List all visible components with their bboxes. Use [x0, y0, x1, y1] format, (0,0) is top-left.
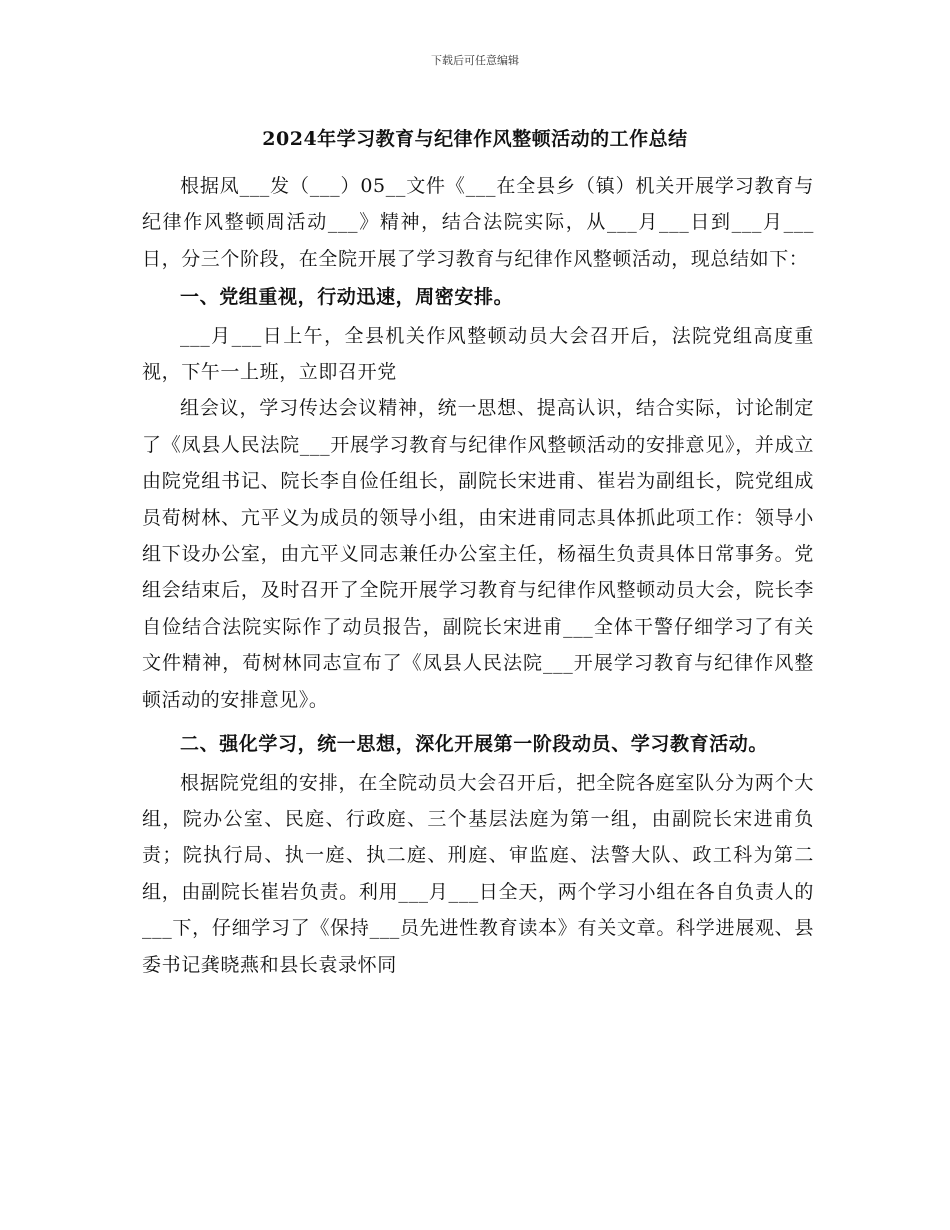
section-2-heading: 二、强化学习，统一思想，深化开展第一阶段动员、学习教育活动。 — [180, 733, 769, 756]
section-1-paragraph-1: ___月___日上午，全县机关作风整顿动员大会召开后，法院党组高度重视，下午一上班，立即召开党 — [142, 324, 814, 384]
document-body — [142, 168, 814, 983]
page-header: 下载后可任意编辑 — [431, 54, 519, 67]
section-1-paragraph-2: 组会议，学习传达会议精神，统一思想、提高认识，结合实际，讨论制定了《凤县人民法院___开展学习教育与纪律作风整顿活动的安排意见》，并成立由院党组书记、院长李自俭任组长，副院长宋进甫、崔岩为副组长，院党组成员荀树林、亢平义为成员的领导小组，由宋进甫同志具体抓此项工作：领导小组下设办公室，由亢平义同志兼任办公室主任，杨福生负责具体日常事务。党组会结束后，及时召开了全院开展学习教育与纪律作风整顿动员大会，院长李自俭结合法院实际作了动员报告，副院长宋进甫___全体干警仔细学习了有关文件精神，荀树林同志宣布了《凤县人民法院___开展学习教育与纪律作风整顿活动的安排意见》。 — [142, 397, 814, 711]
document-title: 2024年学习教育与纪律作风整顿活动的工作总结 — [262, 128, 688, 150]
intro-paragraph: 根据凤___发（___）05__文件《___在全县乡（镇）机关开展学习教育与纪律作风整顿周活动___》精神，结合法院实际，从___月___日到___月___日，分三个阶段，在全院开展了学习教育与纪律作风整顿活动，现总结如下： — [142, 175, 814, 270]
section-1-heading: 一、党组重视，行动迅速，周密安排。 — [180, 286, 514, 309]
section-2-paragraph-1: 根据院党组的安排，在全院动员大会召开后，把全院各庭室队分为两个大组，院办公室、民庭、行政庭、三个基层法庭为第一组，由副院长宋进甫负责；院执行局、执一庭、执二庭、刑庭、审监庭、法警大队、政工科为第二组，由副院长崔岩负责。利用___月___日全天，两个学习小组在各自负责人的___下，仔细学习了《保持___员先进性教育读本》有关文章。科学进展观、县委书记龚晓燕和县长袁录怀同 — [142, 771, 814, 976]
